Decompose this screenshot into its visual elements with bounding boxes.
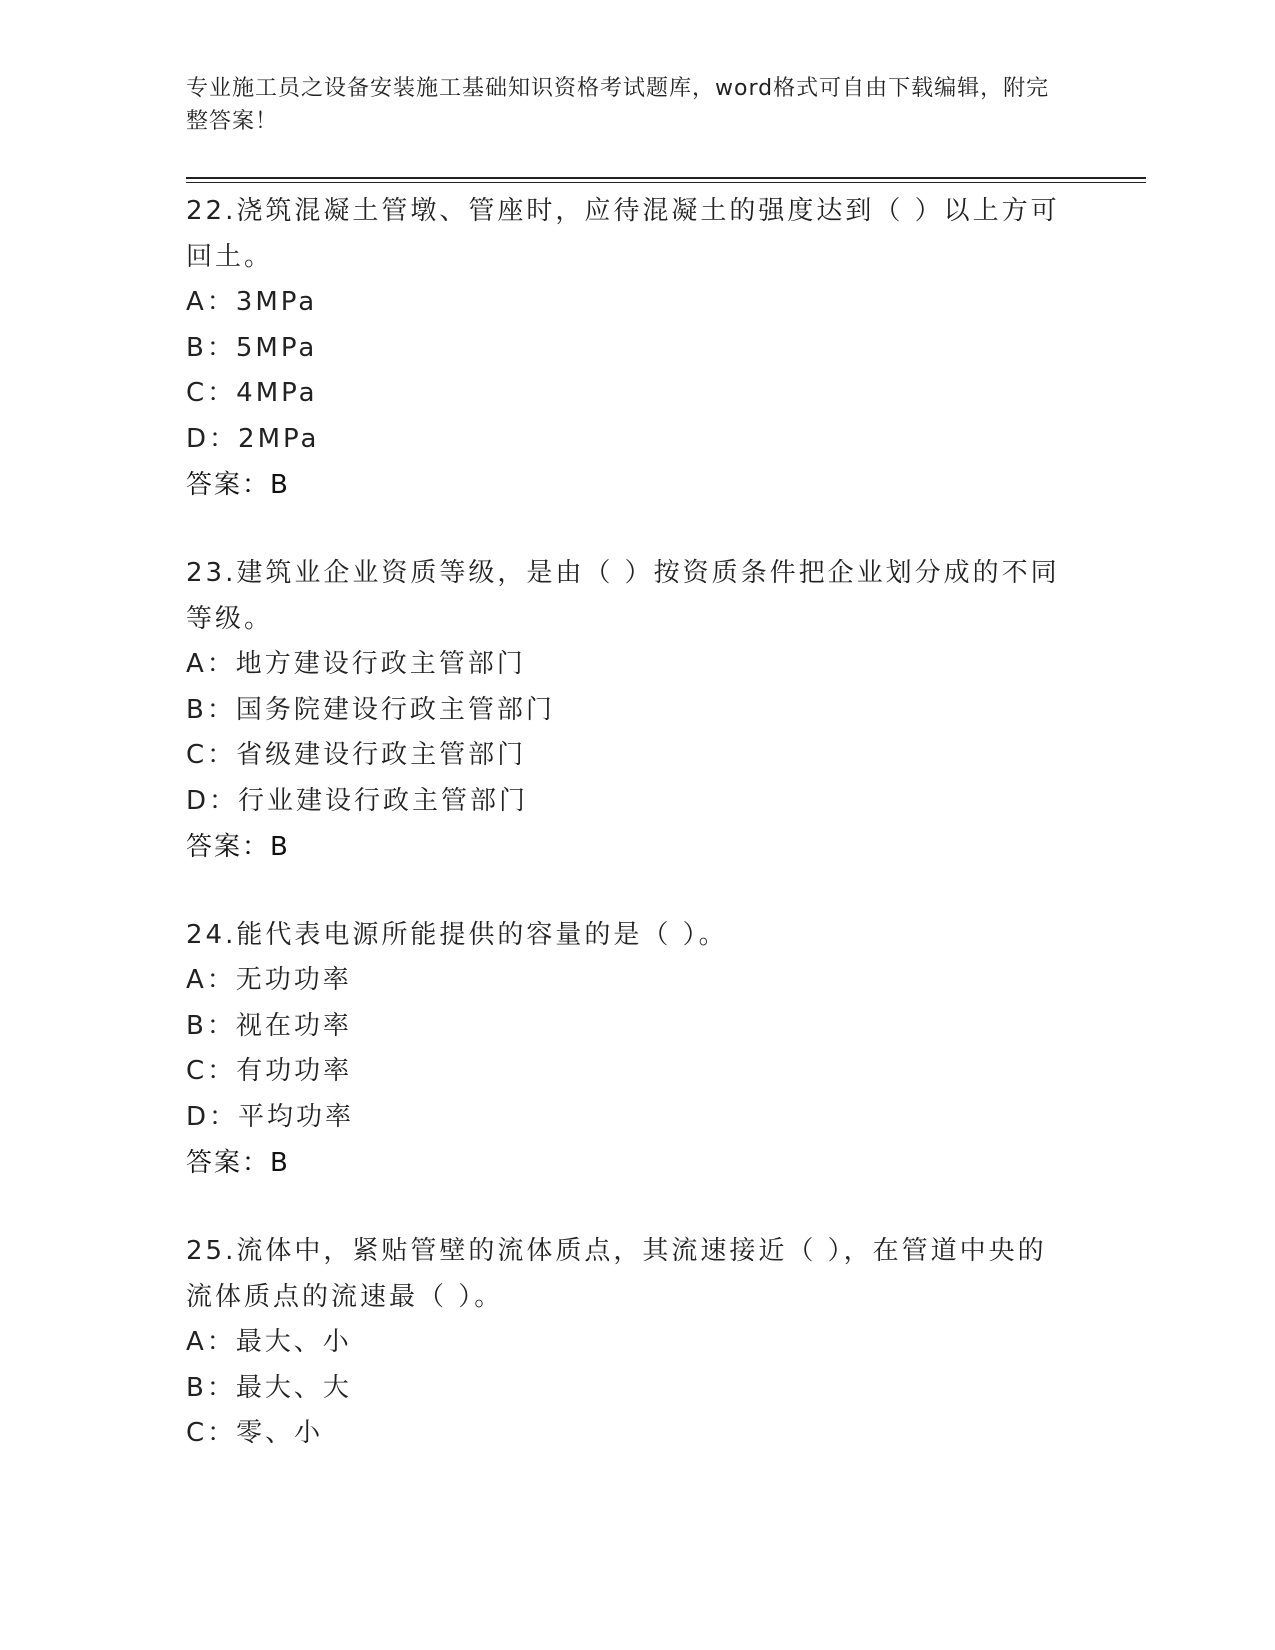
- question-list: [186, 188, 1066, 1499]
- answer-line: 答案：B: [186, 832, 290, 862]
- option-letter: A：: [186, 1327, 236, 1357]
- option-text: 无功功率: [235, 965, 352, 995]
- option-text: 零、小: [236, 1418, 324, 1448]
- option-text: 3MPa: [235, 287, 318, 317]
- option-a: [186, 642, 1066, 688]
- question-25: [186, 1228, 1066, 1457]
- option-letter: B：: [186, 1372, 236, 1403]
- option-letter: B：: [186, 1010, 236, 1041]
- option-c: [186, 1049, 1066, 1095]
- option-letter: D：: [186, 423, 239, 454]
- option-text: 最大、小: [235, 1327, 352, 1357]
- option-letter: A：: [186, 965, 236, 995]
- option-text: 平均功率: [238, 1101, 355, 1132]
- option-b: [186, 326, 1066, 372]
- option-d: [186, 417, 1066, 463]
- header-divider-thin: [186, 182, 1146, 183]
- question-24: [186, 912, 1066, 1186]
- header-divider-thick: [186, 177, 1146, 179]
- option-d: [186, 1095, 1066, 1141]
- option-text: 国务院建设行政主管部门: [235, 694, 555, 725]
- option-a: [186, 1320, 1066, 1366]
- option-text: 行业建设行政主管部门: [238, 785, 529, 816]
- question-stem: 23.建筑业企业资质等级，是由（ ）按资质条件把企业划分成的不同等级。: [186, 558, 1060, 634]
- question-stem: 24.能代表电源所能提供的容量的是（ ）。: [186, 920, 728, 950]
- option-text: 有功功率: [236, 1056, 353, 1086]
- option-text: 地方建设行政主管部门: [235, 649, 526, 679]
- option-letter: B：: [186, 694, 236, 725]
- option-letter: C：: [186, 1418, 237, 1448]
- option-text: 视在功率: [235, 1010, 352, 1041]
- option-c: [186, 733, 1066, 779]
- option-text: 省级建设行政主管部门: [236, 740, 527, 770]
- option-d: [186, 779, 1066, 825]
- option-c: [186, 1411, 1066, 1457]
- question-stem: 25.流体中，紧贴管壁的流体质点，其流速接近（ ），在管道中央的流体质点的流速最（ ）。: [186, 1236, 1047, 1312]
- question-23: [186, 550, 1066, 870]
- question-22: [186, 188, 1066, 508]
- option-a: [186, 958, 1066, 1004]
- question-stem: 22.浇筑混凝土管墩、管座时，应待混凝土的强度达到（ ）以上方可回土。: [186, 196, 1060, 272]
- option-c: [186, 371, 1066, 417]
- option-letter: C：: [186, 378, 237, 408]
- answer-line: 答案：B: [186, 470, 290, 500]
- option-b: [186, 688, 1066, 734]
- option-text: 最大、大: [235, 1372, 352, 1403]
- option-text: 4MPa: [236, 378, 318, 408]
- option-letter: A：: [186, 287, 236, 317]
- option-letter: D：: [186, 785, 239, 816]
- option-letter: B：: [186, 332, 236, 363]
- option-letter: C：: [186, 740, 237, 770]
- document-header: 专业施工员之设备安装施工基础知识资格考试题库，word格式可自由下载编辑，附完整答案！: [186, 76, 1050, 134]
- option-b: [186, 1004, 1066, 1050]
- option-text: 2MPa: [238, 423, 320, 454]
- option-text: 5MPa: [235, 332, 318, 363]
- option-a: [186, 280, 1066, 326]
- option-letter: D：: [186, 1101, 239, 1132]
- option-letter: C：: [186, 1056, 237, 1086]
- option-b: [186, 1366, 1066, 1412]
- answer-line: 答案：B: [186, 1148, 290, 1178]
- option-letter: A：: [186, 649, 236, 679]
